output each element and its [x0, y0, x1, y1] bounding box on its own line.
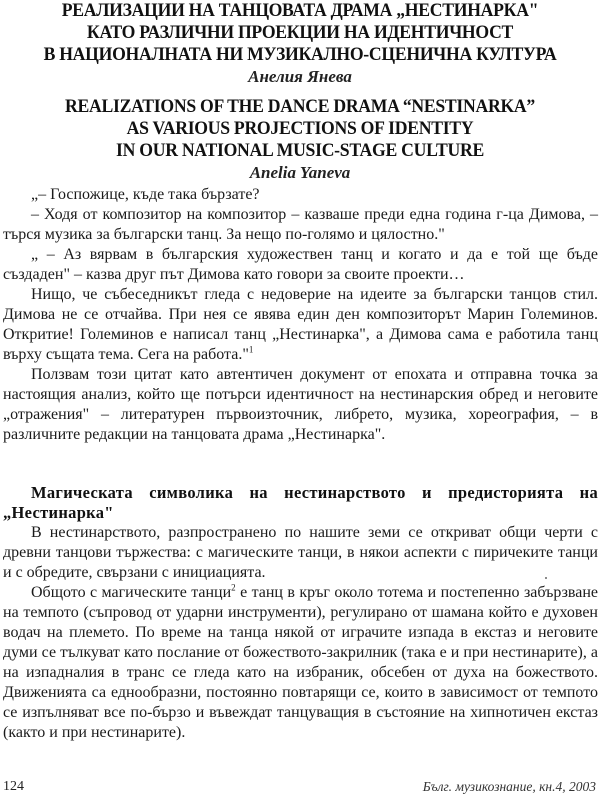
title-line-bg-2: КАТО РАЗЛИЧНИ ПРОЕКЦИИ НА ИДЕНТИЧНОСТ [86, 22, 514, 43]
title-line-en-2: AS VARIOUS PROJECTIONS OF IDENTITY [126, 118, 474, 139]
page-number: 124 [3, 779, 24, 794]
paragraph-quote-2: – Ходя от композитор на композитор – казваше преди една година г-ца Димова, – търся музика за български танц. За нещо по-голямо и цялостно." [3, 206, 598, 243]
paragraph-quote-3: „ – Аз вярвам в българския художествен танц и когато и да е той ще бъде създаден" – казва друг път Димова като говори за своите проекти… [3, 246, 598, 283]
footnote-mark-1[interactable]: 1 [248, 344, 254, 355]
journal-citation: Бълг. музикознание, кн.4, 2003 [422, 779, 596, 794]
title-line-bg-1: РЕАЛИЗАЦИИ НА ТАНЦОВАТА ДРАМА „НЕСТИНАРКА" [61, 0, 539, 21]
scan-speck [545, 577, 547, 579]
author-english: Anelia Yaneva [249, 163, 351, 182]
title-line-bg-3: В НАЦИОНАЛНАТА НИ МУЗИКАЛНО-СЦЕНИЧНА КУЛТУРА [43, 44, 557, 65]
paragraph-quote-1: „– Госпожице, къде така бързате? [31, 186, 260, 203]
author-bulgarian: Анелия Янева [248, 67, 352, 86]
paragraph-section-2 [3, 583, 598, 743]
article-body [3, 185, 598, 743]
title-block-bulgarian [0, 0, 600, 87]
paragraph-quote-4 [3, 285, 598, 365]
title-line-en-3: IN OUR NATIONAL MUSIC-STAGE CULTURE [116, 140, 484, 161]
paragraph-section-2-start: Общото с магическите танци [31, 584, 232, 601]
paragraph-intro: Ползвам този цитат като автентичен документ от епохата и отправна точка за настоящия анализ, който ще потърси идентичност на нестинарския обред и неговите „отражения" – литературен първоизточник, либрето, музика, хореография, – в различните редакции на танцовата драма „Нестинарка". [3, 366, 598, 443]
section-heading: Магическата символика на нестинарството и предисторията на „Нестинарка" [3, 483, 598, 522]
paragraph-section-2-rest: е танц в кръг около тотема и постепенно забързване на темпото (съпровод от ударни инструменти), регулирано от шамана който е духовен водач на племето. По време на танца някой от играчите изпада в екстаз и неговите думи се тълкуват като послание от божеството-закрилник (така е и при нестинарите), а на изпадналия в транс се гледа като на избраник, обсебен от духа на божеството. Движенията са еднообразни, постоянно повтарящи се, които в зависимост от темпото се изпълняват все по-бързо и въвеждат танцуващия в състояние на хипнотичен екстаз (както и при нестинарите). [3, 584, 598, 741]
title-block-english [0, 96, 600, 183]
footnote-mark-2[interactable]: 2 [231, 582, 236, 593]
title-line-en-1: REALIZATIONS OF THE DANCE DRAMA “NESTINARKA” [65, 96, 535, 117]
paragraph-quote-4-text: Нищо, че събеседникът гледа с недоверие на идеите за български танцов стил. Димова не се отчайва. При нея се явява един ден композиторът Марин Големинов. Откритие! Големинов е написал танц „Нестинарка", а Димова сама е работила танц върху същата тема. Сега на работа." [3, 286, 598, 363]
paragraph-section-1: В нестинарството, разпространено по нашите земи се откриват общи черти с древни танцови тържества: с магическите танци, в някои аспекти с пиричеките танци и с обредите, свързани с инициацията. [3, 524, 598, 581]
